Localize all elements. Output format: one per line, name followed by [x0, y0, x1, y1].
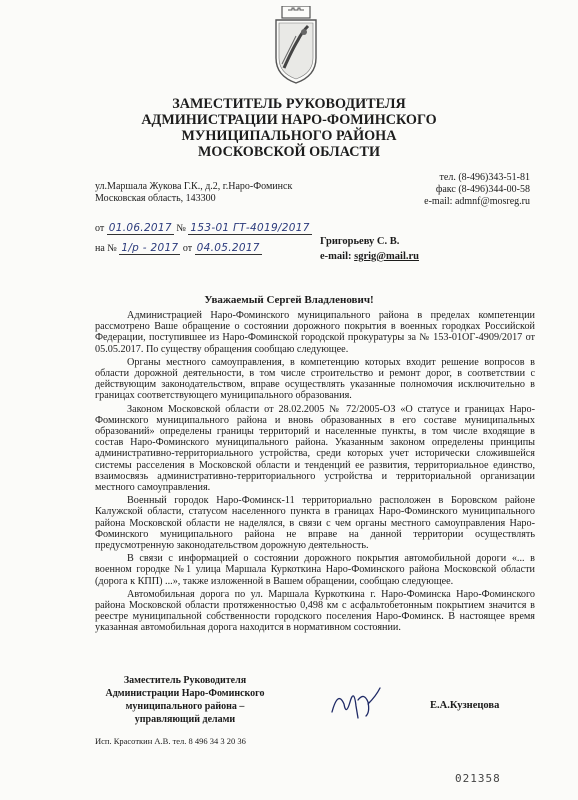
- recipient-email-link[interactable]: sgrig@mail.ru: [354, 251, 420, 262]
- on-number-label: на №: [95, 243, 117, 254]
- header-title-line-2: АДМИНИСТРАЦИИ НАРО-ФОМИНСКОГО: [141, 112, 437, 128]
- fax-number: факс (8-496)344-00-58: [435, 184, 530, 195]
- letter-body: [95, 310, 535, 634]
- body-paragraph: Органы местного самоуправления, в компетенцию которых входит решение вопросов в области дорожной деятельности, в том числе строительство и ремонт дорог, в соответствии с действующим законодательством, вправе осуществлять указанные полномочия исключительно в границах соответствующего муниципального образования.: [95, 356, 535, 402]
- coat-of-arms-emblem: [274, 6, 318, 84]
- sender-email: e-mail: admnf@mosreg.ru: [424, 196, 530, 207]
- outgoing-reference: [95, 222, 312, 235]
- body-paragraph: Военный городок Наро-Фоминск-11 территориально расположен в Боровском районе Калужской области, статусом населенного пункта в границах Наро-Фоминского муниципального района Московской области не наделялся, в связи с чем органы местного самоуправления Наро-Фоминского муниципального района не вправе на данной территории осуществлять предусмотренную законодательством дорожную деятельность.: [95, 495, 535, 552]
- sender-address: [95, 181, 292, 205]
- recipient-email-label: e-mail:: [320, 251, 352, 262]
- signatory-name: Е.А.Кузнецова: [430, 700, 500, 711]
- position-line: Администрации Наро-Фоминского: [105, 688, 265, 699]
- body-paragraph: Законом Московской области от 28.02.2005 № 72/2005-ОЗ «О статусе и границах Наро-Фоминского муниципального района и вновь образованных в его составе муниципальных образований» определены границы территорий и населенные пункты, в том числе входящие в состав Наро-Фоминского муниципального района. Указанным законом определены принципы административно-территориального устройства, среди которых учет исторически сложившейся системы расселения в Московской области и тенденций ее развития, территориальное единство, взаимосвязь административно-территориального устройства и территориальной организации местного самоуправления.: [95, 403, 535, 494]
- address-line-1: ул.Маршала Жукова Г.К., д.2, г.Наро-Фоминск: [95, 181, 293, 192]
- position-line: муниципального района –: [125, 701, 245, 712]
- incoming-reference: [95, 242, 262, 255]
- body-paragraph: В связи с информацией о состоянии дорожного покрытия автомобильной дороги «... в военном городке №1 улица Маршала Куркоткина Наро-Фоминского района Московской области (дорога к КПП) ...», также изложенной в Вашем обращении, сообщаю следующее.: [95, 553, 535, 587]
- registration-number: 021358: [455, 772, 501, 785]
- recipient-name: Григорьеву С. В.: [320, 236, 400, 247]
- signatory-position: [95, 674, 275, 726]
- position-line: Заместитель Руководителя: [123, 675, 247, 686]
- greeting: Уважаемый Сергей Владленович!: [204, 294, 374, 306]
- from-label: от: [95, 223, 105, 234]
- outgoing-number: 153-01 ГТ-4019/2017: [190, 222, 310, 234]
- number-label: №: [176, 223, 186, 234]
- executor-info: Исп. Красоткин А.В. тел. 8 496 34 3 20 36: [95, 736, 246, 746]
- position-line: управляющий делами: [134, 714, 236, 725]
- outgoing-date: 01.06.2017: [108, 222, 172, 234]
- body-paragraph: Автомобильная дорога по ул. Маршала Куркоткина г. Наро-Фоминска Наро-Фоминского района Московской области протяженностью 0,498 км с асфальтобетонным покрытием значится в реестре муниципальной собственности городского поселения Наро-Фоминск. В настоящее время указанная автомобильная дорога находится в нормативном состоянии.: [95, 588, 535, 634]
- phone-number: тел. (8-496)343-51-81: [439, 172, 530, 183]
- incoming-from-label: от: [182, 243, 193, 254]
- header-title-line-4: МОСКОВСКОЙ ОБЛАСТИ: [198, 144, 380, 160]
- incoming-number: 1/р - 2017: [121, 242, 179, 254]
- sender-contacts: [424, 172, 530, 208]
- recipient-email-line: [320, 249, 419, 264]
- address-line-2: Московская область, 143300: [95, 193, 216, 204]
- body-paragraph: Администрацией Наро-Фоминского муниципального района в пределах компетенции рассмотрено Ваше обращение о состоянии дорожного покрытия в военных городках Российской Федерации, поступившее из Наро-Фоминской городской прокуратуры за № 153-01ОГ-4909/2017 от 05.05.2017. По существу обращения сообщаю следующее.: [95, 310, 535, 355]
- header-title-line-3: МУНИЦИПАЛЬНОГО РАЙОНА: [181, 128, 397, 144]
- recipient-block: [320, 234, 419, 264]
- header-title-line-1: ЗАМЕСТИТЕЛЬ РУКОВОДИТЕЛЯ: [172, 96, 406, 112]
- incoming-date: 04.05.2017: [196, 242, 260, 254]
- handwritten-signature: [328, 682, 384, 724]
